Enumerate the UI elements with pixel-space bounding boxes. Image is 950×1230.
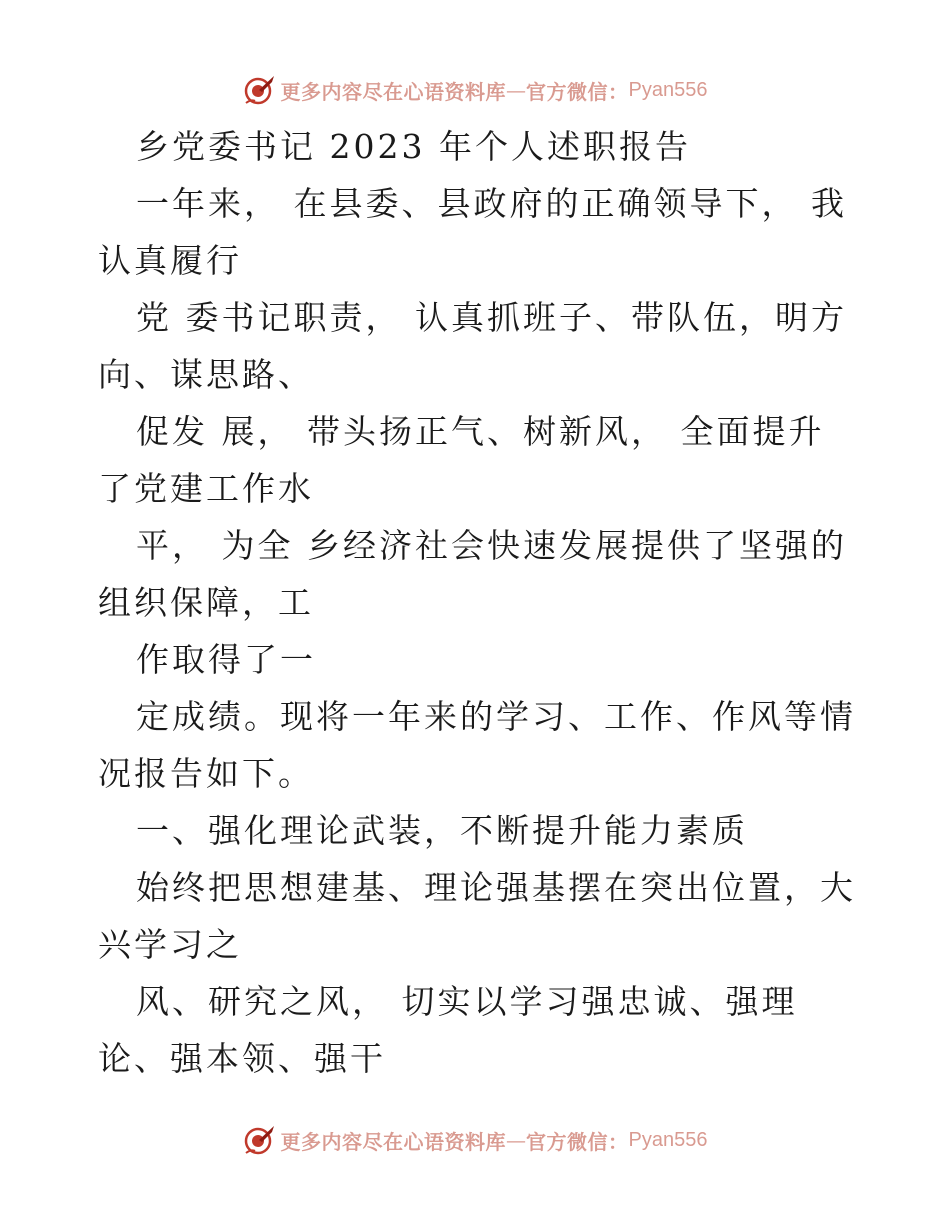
watermark-official-text: 官方微信：	[526, 79, 629, 104]
quill-pen-circle-icon	[243, 1123, 277, 1157]
paragraph: 促发 展， 带头扬正气、树新风， 全面提升了党建工作水	[98, 412, 825, 508]
watermark-wechat-id: Pyan556	[628, 1128, 708, 1151]
paragraph: 平， 为全 乡经济社会快速发展提供了坚强的组织保障，工	[98, 526, 847, 622]
paragraph: 党 委书记职责， 认真抓班子、带队伍，明方向、谋思路、	[98, 298, 847, 394]
section-heading: 一、强化理论武装，不断提升能力素质	[136, 811, 748, 850]
quill-pen-circle-icon	[243, 73, 277, 107]
paragraph: 定成绩。现将一年来的学习、工作、作风等情况报告如下。	[98, 697, 856, 793]
watermark-site-text: 更多内容尽在心语资料库	[280, 79, 507, 104]
document-body	[98, 118, 858, 1087]
paragraph: 作取得了一	[136, 640, 316, 679]
watermark-separator: —	[506, 78, 527, 102]
footer-watermark	[0, 1120, 950, 1160]
watermark-separator: —	[506, 1128, 527, 1152]
paragraph: 一年来， 在县委、县政府的正确领导下， 我认真履行	[98, 184, 847, 280]
paragraph: 风、研究之风， 切实以学习强忠诚、强理论、强本领、强干	[98, 982, 798, 1078]
header-watermark	[0, 70, 950, 110]
watermark-wechat-id: Pyan556	[628, 78, 708, 101]
watermark-official-text: 官方微信：	[526, 1129, 629, 1154]
watermark-site-text: 更多内容尽在心语资料库	[280, 1129, 507, 1154]
document-title: 乡党委书记 2023 年个人述职报告	[136, 127, 691, 166]
paragraph: 始终把思想建基、理论强基摆在突出位置，大兴学习之	[98, 868, 856, 964]
